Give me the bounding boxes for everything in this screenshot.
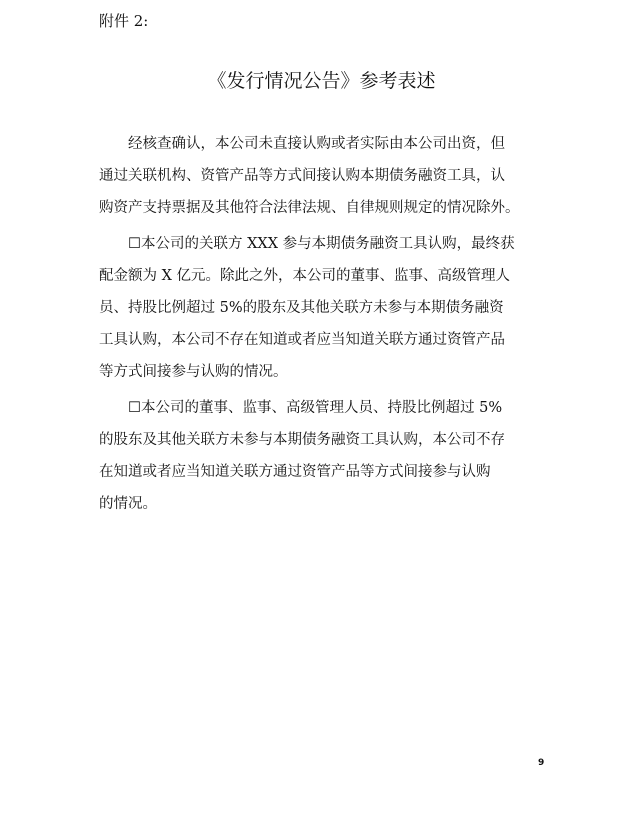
paragraph-line: ☐本公司的董事、监事、高级管理人员、持股比例超过 5% [128, 400, 503, 416]
page-number: 9 [538, 758, 545, 768]
paragraph-line: 员、持股比例超过 5%的股东及其他关联方未参与本期债务融资 [99, 300, 504, 316]
paragraph-option-no-participation [99, 392, 559, 520]
paragraph-line: 购资产支持票据及其他符合法律法规、自律规则规定的情况除外。 [99, 200, 520, 216]
paragraph-option-related-party-participated [99, 228, 559, 388]
paragraph-line: 等方式间接参与认购的情况。 [99, 364, 288, 380]
paragraph-line: 的股东及其他关联方未参与本期债务融资工具认购，本公司不存 [99, 432, 505, 448]
paragraph-line: 经核查确认，本公司未直接认购或者实际由本公司出资，但 [128, 136, 505, 152]
paragraph-line: 配金额为 X 亿元。除此之外，本公司的董事、监事、高级管理人 [99, 268, 511, 284]
attachment-label: 附件 2: [99, 12, 149, 30]
paragraph-line: 工具认购，本公司不存在知道或者应当知道关联方通过资管产品 [99, 332, 505, 348]
document-title: 《发行情况公告》参考表述 [207, 70, 436, 92]
paragraph-line: 在知道或者应当知道关联方通过资管产品等方式间接参与认购 [99, 464, 491, 480]
paragraph-line: ☐本公司的关联方 XXX 参与本期债务融资工具认购，最终获 [128, 236, 515, 252]
paragraph-line: 通过关联机构、资管产品等方式间接认购本期债务融资工具，认 [99, 168, 505, 184]
paragraph-verification [99, 128, 559, 224]
document-body [99, 128, 559, 524]
paragraph-line: 的情况。 [99, 496, 157, 512]
